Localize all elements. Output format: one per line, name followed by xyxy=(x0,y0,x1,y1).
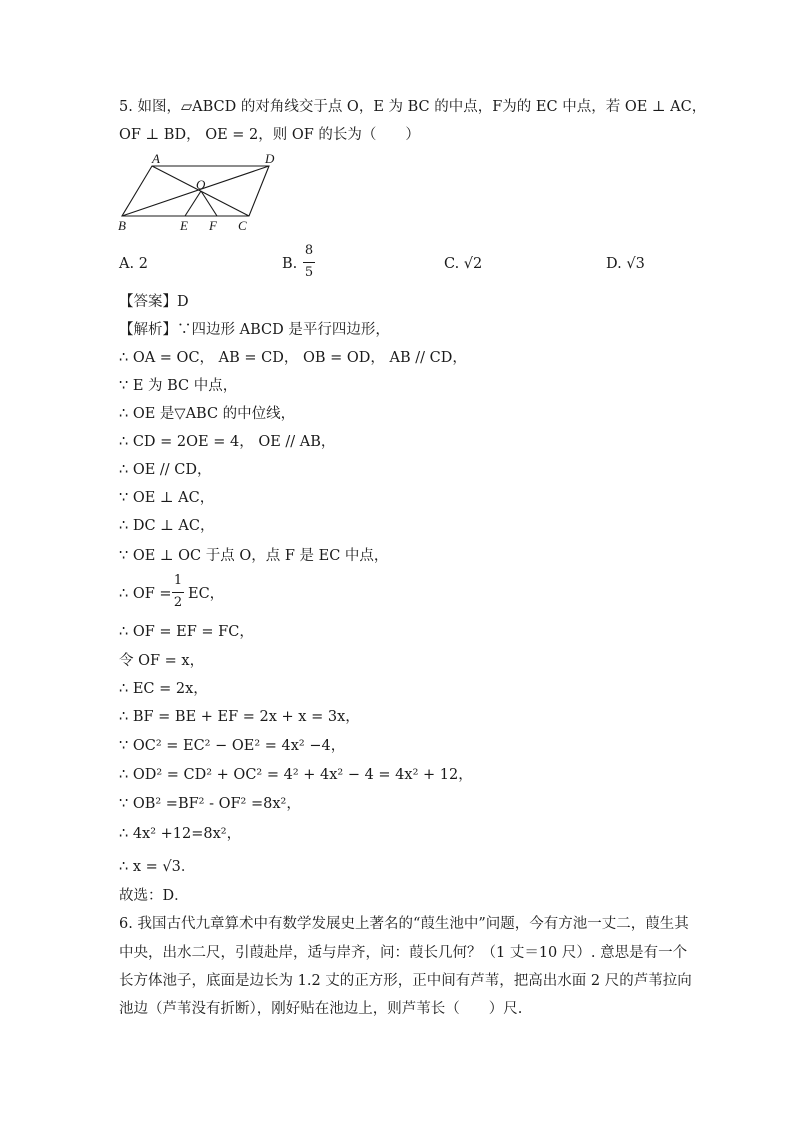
option-b-denominator: 5 xyxy=(304,265,314,280)
analysis2-line-9: ∴ x = √3． xyxy=(119,859,196,875)
answer-line: 【答案】D xyxy=(119,294,189,310)
label-c: C xyxy=(238,218,247,232)
analysis2-line-1: ∴ OF = EF = FC， xyxy=(119,624,254,640)
q6-line-1: 6. 我国古代九章算术中有数学发展史上著名的“葭生池中”问题，今有方池一丈二，葭生其 xyxy=(119,916,689,932)
parallelogram-figure xyxy=(112,150,292,232)
option-c: C. √2 xyxy=(444,256,483,272)
label-f: F xyxy=(209,218,217,232)
q5-line-2: OF ⊥ BD， OE = 2，则 OF 的长为（ ） xyxy=(119,127,420,143)
label-d: D xyxy=(265,151,275,166)
option-a: A. 2 xyxy=(119,256,148,272)
analysis-line-3: ∵ E 为 BC 中点， xyxy=(119,378,238,394)
label-e: E xyxy=(180,218,188,232)
q6-line-4: 池边（芦苇没有折断），刚好贴在池边上，则芦苇长（ ）尺. xyxy=(119,1001,523,1017)
analysis2-line-7: ∵ OB² =BF² - OF² =8x²， xyxy=(119,796,301,812)
analysis-line-9: ∵ OE ⊥ OC 于点 O，点 F 是 EC 中点， xyxy=(119,548,389,564)
analysis2-line-6: ∴ OD² = CD² + OC² = 4² + 4x² − 4 = 4x² + 12， xyxy=(119,767,473,783)
analysis-line-5: ∴ CD = 2OE = 4， OE // AB， xyxy=(119,434,336,450)
analysis-line-6: ∴ OE // CD， xyxy=(119,462,212,478)
analysis2-line-2: 令 OF = x， xyxy=(119,653,205,669)
analysis2-line-4: ∴ BF = BE + EF = 2x + x = 3x， xyxy=(119,709,360,725)
analysis-line-2: ∴ OA = OC， AB = CD， OB = OD， AB // CD， xyxy=(119,350,467,366)
segment-oe xyxy=(185,191,201,216)
analysis2-line-10: 故选：D． xyxy=(119,888,189,904)
half-suffix: EC， xyxy=(188,586,225,602)
q6-line-2: 中央，出水二尺，引葭赴岸，适与岸齐，问：葭长几何？（1 丈＝10 尺）. 意思是有一个 xyxy=(119,945,688,961)
q5-line-1: 5. 如图，▱ABCD 的对角线交于点 O，E 为 BC 的中点，F为的 EC 中点，若 OE ⊥ AC， xyxy=(119,99,707,115)
label-b: B xyxy=(118,218,126,232)
fraction-bar xyxy=(303,262,315,263)
segment-of xyxy=(201,191,217,216)
q6-line-3: 长方体池子，底面是边长为 1.2 丈的正方形，正中间有芦苇，把高出水面 2 尺的芦苇拉向 xyxy=(119,973,692,989)
analysis2-line-3: ∴ EC = 2x， xyxy=(119,681,208,697)
half-prefix: ∴ OF = xyxy=(119,586,172,602)
option-b-numerator: 8 xyxy=(304,243,314,258)
option-b-label: B. xyxy=(282,256,298,272)
analysis-line-4: ∴ OE 是▽ABC 的中位线， xyxy=(119,406,296,422)
option-d: D. √3 xyxy=(606,256,645,272)
analysis2-line-5: ∵ OC² = EC² − OE² = 4x² −4， xyxy=(119,738,346,754)
analysis-line-1: 【解析】∵四边形 ABCD 是平行四边形， xyxy=(119,322,390,338)
analysis2-line-8: ∴ 4x² +12=8x²， xyxy=(119,826,242,842)
analysis-line-8: ∴ DC ⊥ AC， xyxy=(119,518,215,534)
half-numerator: 1 xyxy=(173,573,183,588)
label-o: O xyxy=(196,177,206,192)
label-a: A xyxy=(152,151,160,166)
half-fraction-bar xyxy=(172,592,184,593)
half-denominator: 2 xyxy=(173,595,183,610)
analysis-line-7: ∵ OE ⊥ AC， xyxy=(119,490,215,506)
